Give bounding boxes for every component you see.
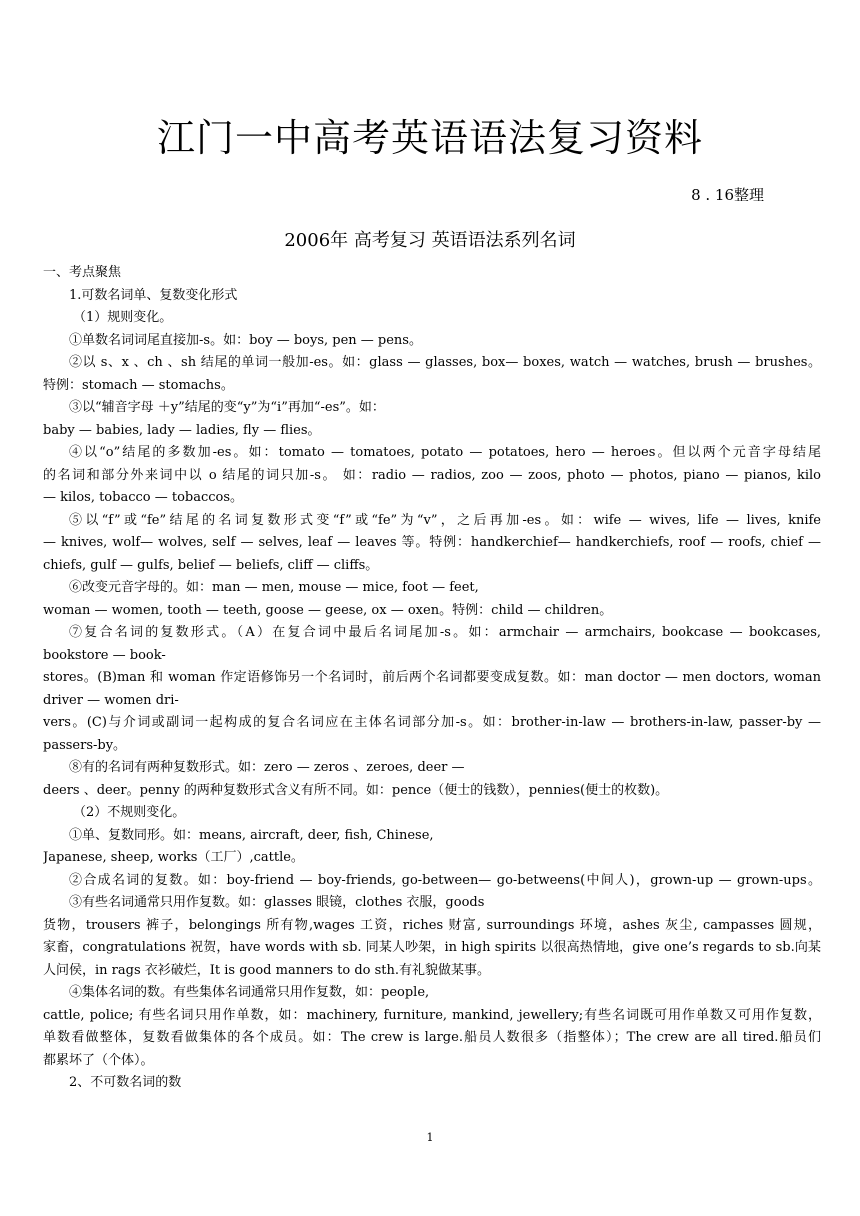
text-line: ②以 s、x 、ch 、sh 结尾的单词一般加-es。如：glass — glasses, box— boxes, watch — watches, brush — brushes。 <box>69 355 821 370</box>
text-line: （1）规则变化。 <box>73 310 173 325</box>
text-line: ①单、复数同形。如：means, aircraft, deer, fish, Chinese, <box>69 827 434 843</box>
text-line: ④集体名词的数。有些集体名词通常只用作复数，如：people, <box>69 985 430 1000</box>
text-line: ④以“o”结尾的多数加-es。如：tomato — tomatoes, potato — potatoes, hero — heroes。但以两个元音字母结尾 <box>69 445 821 460</box>
text-line: baby — babies, lady — ladies, fly — flies。 <box>43 422 321 438</box>
text-line: passers-by。 <box>43 737 127 753</box>
section-subtitle: 2006年 高考复习 英语语法系列名词 <box>284 230 576 251</box>
text-line: ⑧有的名词有两种复数形式。如：zero — zeros 、zeroes, deer — <box>69 760 465 775</box>
text-line: ⑦复合名词的复数形式。（A）在复合词中最后名词尾加-s。如：armchair — armchairs, bookcase — bookcases, <box>69 625 821 640</box>
text-line: 都累坏了（个体）。 <box>43 1052 154 1068</box>
text-line: bookstore — book- <box>43 647 166 663</box>
text-line: 2、不可数名词的数 <box>69 1075 182 1090</box>
text-line: ⑤以“f”或“fe”结尾的名词复数形式变“f”或“fe”为“v”，之后再加-es。如：wife — wives, life — lives, knife <box>69 512 821 528</box>
text-line: ③以“辅音字母 ＋y”结尾的变“y”为“i”再加“-es”。如： <box>69 400 385 415</box>
page-number: 1 <box>426 1131 434 1144</box>
text-line: chiefs, gulf — gulfs, belief — beliefs, cliff — cliffs。 <box>43 557 379 573</box>
text-line: cattle, police; 有些名词只用作单数，如：machinery, furniture, mankind, jewellery;有些名词既可用作单数又可用作复数， <box>43 1007 821 1023</box>
text-line: — knives, wolf— wolves, self — selves, leaf — leaves 等。特例：handkerchief— handkerchiefs, roof — roofs, chief — <box>43 535 821 550</box>
document-title: 江门一中高考英语语法复习资料 <box>156 116 703 160</box>
date-note: 8 . 16整理 <box>691 186 764 204</box>
text-line: deers 、deer。penny 的两种复数形式含义有所不同。如：pence（便士的钱数），pennies(便士的枚数)。 <box>43 782 669 798</box>
text-line: driver — women dri- <box>43 692 179 708</box>
text-line: Japanese, sheep, works（工厂）,cattle。 <box>43 850 304 865</box>
text-line: ⑥改变元音字母的。如：man — men, mouse — mice, foot — feet, <box>69 580 479 595</box>
text-line: （2）不规则变化。 <box>73 805 186 820</box>
text-line: 货物，trousers 裤子，belongings 所有物,wages 工资，riches 财富, surroundings 环境，ashes 灰尘, campasses 圆规， <box>43 917 821 933</box>
text-line: stores。(B)man 和 woman 作定语修饰另一个名词时，前后两个名词都要变成复数。如：man doctor — men doctors, woman <box>43 670 821 685</box>
text-line: ②合成名词的复数。如：boy-friend — boy-friends, go-between— go-betweens(中间人)，grown-up — grown-ups。 <box>69 872 821 888</box>
text-line: 人问侯，in rags 衣衫破烂，It is good manners to do sth.有礼貌做某事。 <box>43 962 491 978</box>
text-line: — kilos, tobacco — tobaccos。 <box>43 490 244 505</box>
text-line: 特例：stomach — stomachs。 <box>43 377 234 393</box>
text-line: woman — women, tooth — teeth, goose — geese, ox — oxen。特例：child — children。 <box>43 602 613 618</box>
text-line: vers。(C)与介词或副词一起构成的复合名词应在主体名词部分加-s。如：brother-in-law — brothers-in-law, passer-by — <box>43 715 821 730</box>
document-body <box>43 262 821 1095</box>
text-line: 一、考点聚焦 <box>43 265 122 280</box>
text-line: 单数看做整体，复数看做集体的各个成员。如：The crew is large.船员人数很多（指整体）；The crew are all tired.船员们 <box>43 1030 821 1045</box>
text-line: ③有些名词通常只用作复数。如：glasses 眼镜，clothes 衣服，goods <box>69 895 485 910</box>
text-line: 家畜，congratulations 祝贺，have words with sb. 同某人吵架，in high spirits 以很高热情地，give one’s regards to sb.向某 <box>43 940 821 955</box>
text-line: ①单数名词词尾直接加-s。如：boy — boys, pen — pens。 <box>69 332 422 348</box>
text-line: 的名词和部分外来词中以 o 结尾的词只加-s。 如：radio — radios, zoo — zoos, photo — photos, piano — pianos, kilo <box>43 467 821 483</box>
text-line: 1.可数名词单、复数变化形式 <box>69 287 238 303</box>
